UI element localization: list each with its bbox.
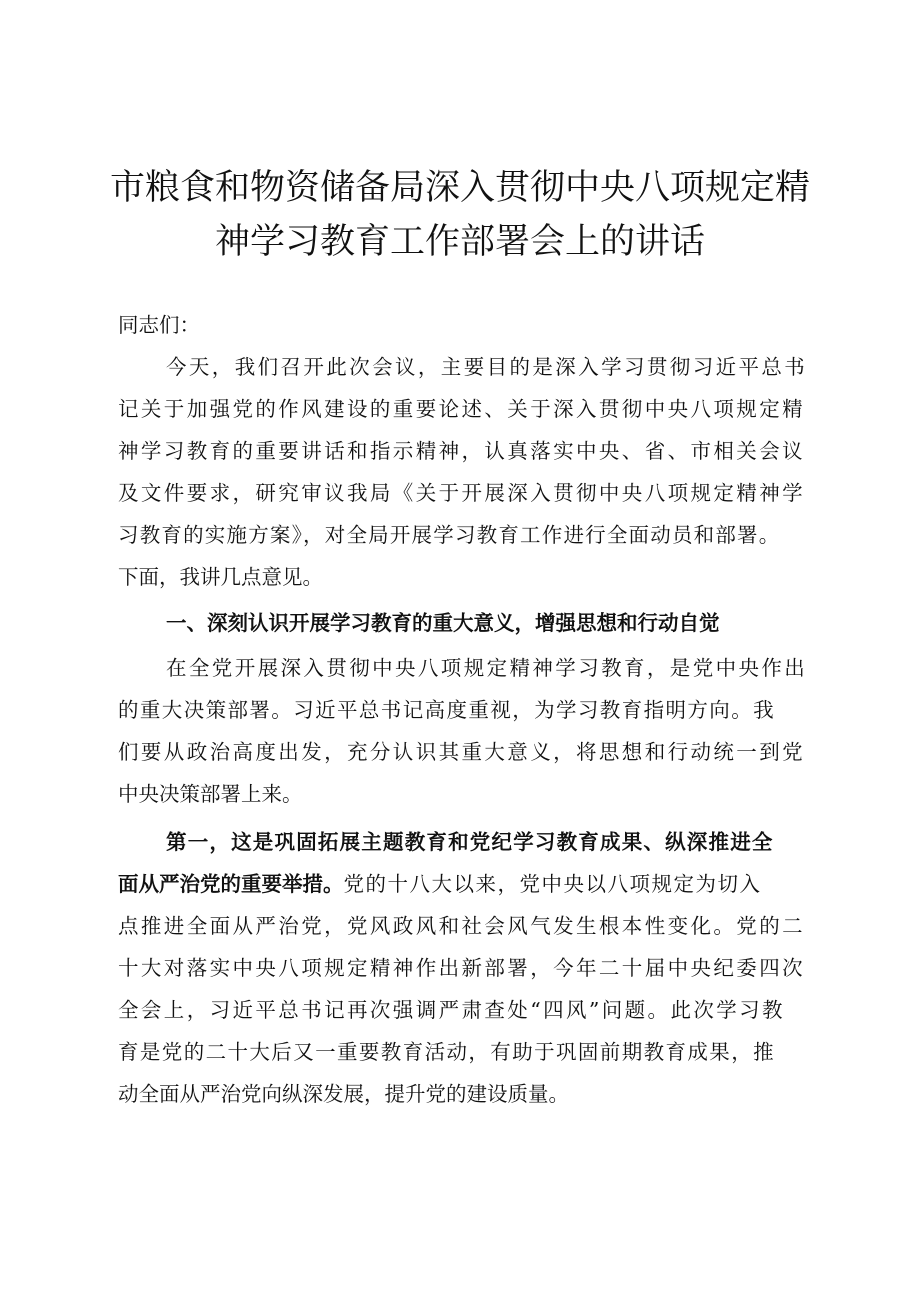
document-title-line-1: 市粮食和物资储备局深入贯彻中央八项规定精 [109, 168, 810, 208]
paragraph-1-line: 下面，我讲几点意见。 [118, 565, 323, 589]
paragraph-3-line-2-rest: 党的十八大以来，党中央以八项规定为切入 [343, 872, 762, 896]
paragraph-1-line: 今天，我们召开此次会议，主要目的是深入学习贯彻习近平总书 [166, 355, 808, 379]
paragraph-2-line: 们要从政治高度出发，充分认识其重大意义，将思想和行动统一到党 [118, 740, 805, 764]
paragraph-3-line: 动全面从严治党向纵深发展，提升党的建设质量。 [118, 1082, 569, 1106]
paragraph-1-line: 记关于加强党的作风建设的重要论述、关于深入贯彻中央八项规定精 [118, 397, 805, 421]
section-heading-1: 一、深刻认识开展学习教育的重大意义，增强思想和行动自觉 [166, 611, 720, 635]
paragraph-1-line: 习教育的实施方案》，对全局开展学习教育工作进行全面动员和部署。 [118, 523, 781, 547]
paragraph-3-line: 全会上，习近平总书记再次强调严肃查处“四风”问题。此次学习教 [118, 998, 785, 1022]
paragraph-2-line: 中央决策部署上来。 [118, 782, 303, 806]
paragraph-3-line-2 [118, 864, 838, 904]
paragraph-3-line: 十大对落实中央八项规定精神作出新部署，今年二十届中央纪委四次 [118, 956, 805, 980]
paragraph-1-line: 及文件要求，研究审议我局《关于开展深入贯彻中央八项规定精神学 [118, 481, 805, 505]
paragraph-3-bold-lead: 第一，这是巩固拓展主题教育和党纪学习教育成果、纵深推进全 [166, 830, 774, 854]
salutation: 同志们： [118, 313, 200, 337]
paragraph-1-line: 神学习教育的重要讲话和指示精神，认真落实中央、省、市相关会议 [118, 439, 805, 463]
paragraph-2-line: 的重大决策部署。习近平总书记高度重视，为学习教育指明方向。我 [118, 698, 775, 722]
document-title-line-2: 神学习教育工作部署会上的讲话 [214, 222, 705, 262]
paragraph-3-line: 点推进全面从严治党，党风政风和社会风气发生根本性变化。党的二 [118, 914, 805, 938]
paragraph-2-line: 在全党开展深入贯彻中央八项规定精神学习教育，是党中央作出 [166, 656, 808, 680]
paragraph-3-line: 育是党的二十大后又一重要教育活动，有助于巩固前期教育成果，推 [118, 1040, 775, 1064]
paragraph-3-bold-lead-end: 面从严治党的重要举措。 [118, 872, 344, 896]
